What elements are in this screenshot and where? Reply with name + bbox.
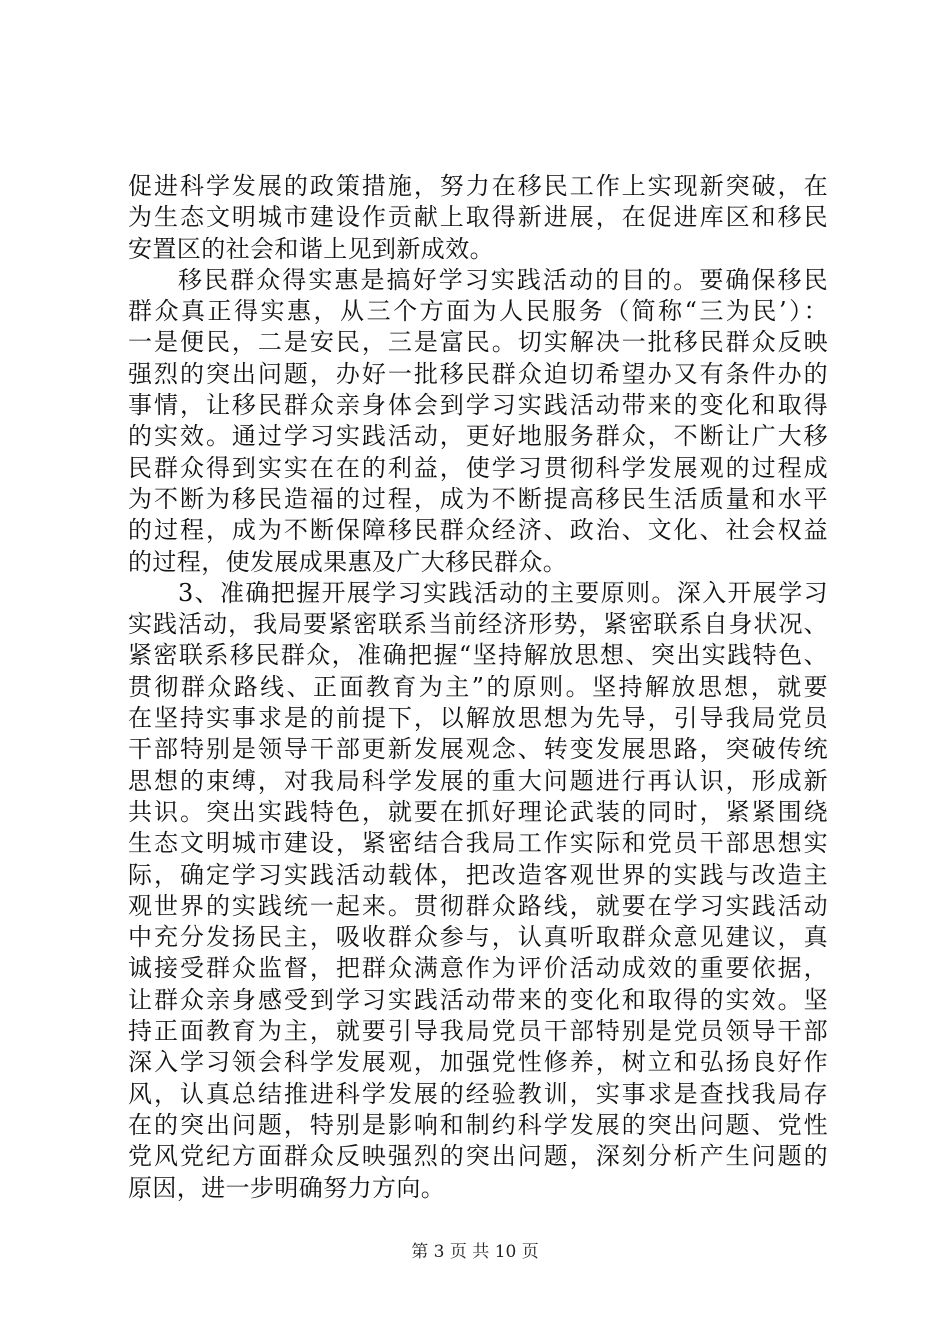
text-line: 持正面教育为主，就要引导我局党员干部特别是党员领导干部	[128, 1017, 828, 1046]
text-line: 贯彻群众路线、正面教育为主”的原则。坚持解放思想，就要	[128, 672, 828, 701]
paragraph-start-line: 移民群众得实惠是搞好学习实践活动的目的。要确保移民	[178, 265, 828, 294]
text-line: 民群众得到实实在在的利益，使学习贯彻科学发展观的过程成	[128, 453, 828, 482]
text-line: 强烈的突出问题，办好一批移民群众迫切希望办又有条件办的	[128, 359, 828, 388]
text-line: 的过程，使发展成果惠及广大移民群众。	[128, 547, 568, 576]
text-line: 共识。突出实践特色，就要在抓好理论武装的同时，紧紧围绕	[128, 797, 828, 826]
text-line: 安置区的社会和谐上见到新成效。	[128, 234, 494, 263]
document-body	[128, 171, 828, 1204]
text-line: 干部特别是领导干部更新发展观念、转变发展思路，突破传统	[128, 735, 828, 764]
text-line: 为生态文明城市建设作贡献上取得新进展，在促进库区和移民	[128, 203, 828, 232]
text-line: 让群众亲身感受到学习实践活动带来的变化和取得的实效。坚	[128, 985, 828, 1014]
text-line: 的过程，成为不断保障移民群众经济、政治、文化、社会权益	[128, 516, 828, 545]
text-line: 在的突出问题，特别是影响和制约科学发展的突出问题、党性	[128, 1110, 828, 1139]
text-line: 际，确定学习实践活动载体，把改造客观世界的实践与改造主	[128, 860, 828, 889]
text-line: 的实效。通过学习实践活动，更好地服务群众，不断让广大移	[128, 422, 828, 451]
text-line: 群众真正得实惠，从三个方面为人民服务（简称“三为民’）：	[128, 297, 828, 326]
text-line: 风，认真总结推进科学发展的经验教训，实事求是查找我局存	[128, 1079, 828, 1108]
paragraph-start-line: 3、准确把握开展学习实践活动的主要原则。深入开展学习	[178, 578, 828, 607]
text-line: 思想的束缚，对我局科学发展的重大问题进行再认识，形成新	[128, 766, 828, 795]
text-line: 生态文明城市建设，紧密结合我局工作实际和党员干部思想实	[128, 829, 828, 858]
text-line: 党风党纪方面群众反映强烈的突出问题，深刻分析产生问题的	[128, 1142, 828, 1171]
text-line: 深入学习领会科学发展观，加强党性修养，树立和弘扬良好作	[128, 1048, 828, 1077]
text-line: 紧密联系移民群众，准确把握“坚持解放思想、突出实践特色、	[128, 641, 828, 670]
text-line: 实践活动，我局要紧密联系当前经济形势，紧密联系自身状况、	[128, 610, 828, 639]
text-line: 事情，让移民群众亲身体会到学习实践活动带来的变化和取得	[128, 391, 828, 420]
text-line: 观世界的实践统一起来。贯彻群众路线，就要在学习实践活动	[128, 891, 828, 920]
text-line: 诚接受群众监督，把群众满意作为评价活动成效的重要依据，	[128, 954, 828, 983]
text-line: 中充分发扬民主，吸收群众参与，认真听取群众意见建议，真	[128, 923, 828, 952]
text-line: 一是便民，二是安民，三是富民。切实解决一批移民群众反映	[128, 328, 828, 357]
text-line: 为不断为移民造福的过程，成为不断提高移民生活质量和水平	[128, 484, 828, 513]
text-line: 原因，进一步明确努力方向。	[128, 1173, 446, 1202]
page-number-footer: 第 3 页 共 10 页	[411, 1242, 539, 1262]
text-line: 在坚持实事求是的前提下，以解放思想为先导，引导我局党员	[128, 704, 828, 733]
text-line: 促进科学发展的政策措施，努力在移民工作上实现新突破，在	[128, 172, 828, 200]
